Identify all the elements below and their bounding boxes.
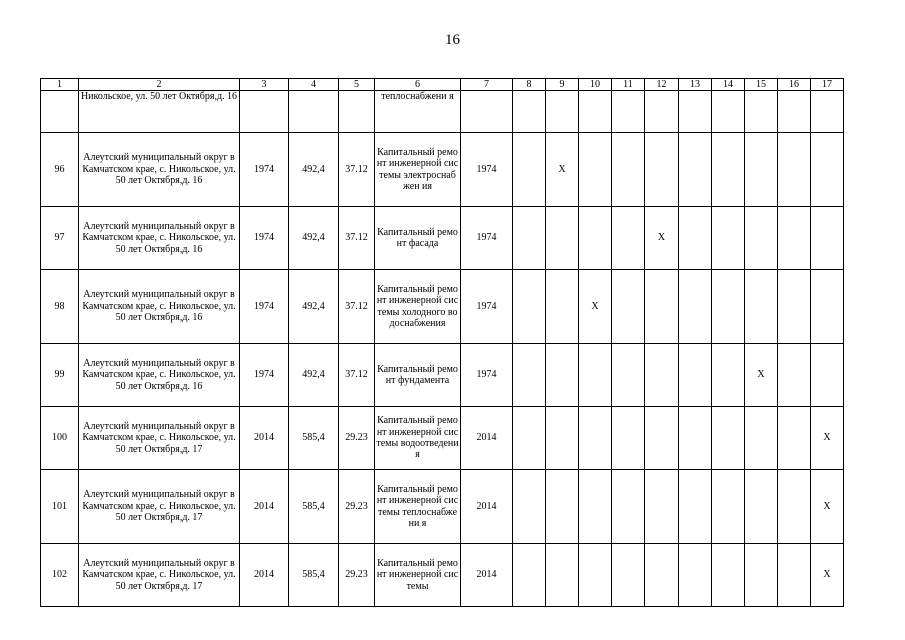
address-cell: Алеутский муниципальный округ в Камчатском крае, с. Никольское, ул. 50 лет Октября,д. 17: [79, 407, 240, 470]
year-built-cell: 2014: [240, 544, 289, 607]
wear-cell: 37.12: [339, 207, 375, 270]
year-cell: 2014: [461, 544, 513, 607]
mark-col-15: [745, 544, 778, 607]
year-built-cell: 1974: [240, 207, 289, 270]
cell-col-8: [513, 270, 546, 344]
cell-col-13: [679, 407, 712, 470]
mark-col-12: [645, 470, 679, 544]
year-built-cell: [240, 91, 289, 133]
mark-col-12: [645, 91, 679, 133]
mark-col-10: [579, 91, 612, 133]
wear-cell: 29.23: [339, 407, 375, 470]
wear-cell: 29.23: [339, 470, 375, 544]
column-header: 9: [546, 79, 579, 91]
address-cell: Алеутский муниципальный округ в Камчатском крае, с. Никольское, ул. 50 лет Октября,д. 16: [79, 270, 240, 344]
area-cell: 585,4: [289, 544, 339, 607]
cell-col-14: [712, 344, 745, 407]
column-header: 5: [339, 79, 375, 91]
mark-col-12: [645, 407, 679, 470]
column-header: 16: [778, 79, 811, 91]
mark-col-17: X: [811, 470, 844, 544]
year-built-cell: 1974: [240, 133, 289, 207]
mark-col-17: [811, 270, 844, 344]
cell-col-11: [612, 407, 645, 470]
column-header: 17: [811, 79, 844, 91]
cell-col-8: [513, 407, 546, 470]
cell-col-11: [612, 207, 645, 270]
cell-col-16: [778, 407, 811, 470]
mark-col-9: [546, 207, 579, 270]
cell-col-8: [513, 207, 546, 270]
year-built-cell: 2014: [240, 407, 289, 470]
row-number-cell: [41, 91, 79, 133]
table-row: [41, 133, 844, 207]
table-row: [41, 207, 844, 270]
wear-cell: 37.12: [339, 270, 375, 344]
area-cell: 492,4: [289, 207, 339, 270]
cell-col-11: [612, 470, 645, 544]
mark-col-10: [579, 407, 612, 470]
address-cell: Алеутский муниципальный округ в Камчатском крае, с. Никольское, ул. 50 лет Октября,д. 16: [79, 207, 240, 270]
row-number-cell: 100: [41, 407, 79, 470]
work-type-cell: Капитальный ремонт фундамента: [375, 344, 461, 407]
cell-col-14: [712, 270, 745, 344]
year-cell: 1974: [461, 207, 513, 270]
row-number-cell: 101: [41, 470, 79, 544]
mark-col-17: X: [811, 544, 844, 607]
mark-col-9: [546, 91, 579, 133]
area-cell: 492,4: [289, 344, 339, 407]
area-cell: 492,4: [289, 270, 339, 344]
column-header: 13: [679, 79, 712, 91]
cell-col-8: [513, 91, 546, 133]
cell-col-13: [679, 133, 712, 207]
year-cell: 1974: [461, 270, 513, 344]
mark-col-15: [745, 133, 778, 207]
wear-cell: 37.12: [339, 133, 375, 207]
column-header: 2: [79, 79, 240, 91]
work-type-cell: Капитальный ремонт инженерной системы холодного водоснабжения: [375, 270, 461, 344]
address-cell: Алеутский муниципальный округ в Камчатском крае, с. Никольское, ул. 50 лет Октября,д. 16: [79, 133, 240, 207]
repair-schedule-table: [40, 78, 844, 607]
cell-col-14: [712, 207, 745, 270]
address-cell: Алеутский муниципальный округ в Камчатском крае, с. Никольское, ул. 50 лет Октября,д. 17: [79, 470, 240, 544]
mark-col-10: [579, 544, 612, 607]
mark-col-17: [811, 133, 844, 207]
cell-col-11: [612, 270, 645, 344]
mark-col-9: [546, 270, 579, 344]
work-type-cell: Капитальный ремонт инженерной системы электроснабжен ия: [375, 133, 461, 207]
mark-col-15: [745, 207, 778, 270]
mark-col-17: [811, 344, 844, 407]
year-cell: 1974: [461, 133, 513, 207]
table-row: [41, 270, 844, 344]
row-number-cell: 99: [41, 344, 79, 407]
year-built-cell: 1974: [240, 270, 289, 344]
column-header: 3: [240, 79, 289, 91]
table-row: [41, 344, 844, 407]
column-header: 15: [745, 79, 778, 91]
mark-col-9: [546, 470, 579, 544]
table-row: [41, 470, 844, 544]
column-header: 11: [612, 79, 645, 91]
cell-col-16: [778, 470, 811, 544]
work-type-cell: Капитальный ремонт фасада: [375, 207, 461, 270]
mark-col-15: [745, 91, 778, 133]
page-number: 16: [445, 32, 460, 48]
cell-col-11: [612, 544, 645, 607]
mark-col-10: [579, 133, 612, 207]
mark-col-10: [579, 207, 612, 270]
mark-col-12: X: [645, 207, 679, 270]
mark-col-12: [645, 133, 679, 207]
year-cell: 2014: [461, 407, 513, 470]
cell-col-13: [679, 207, 712, 270]
column-header: 4: [289, 79, 339, 91]
table-row: [41, 91, 844, 133]
cell-col-11: [612, 344, 645, 407]
area-cell: 585,4: [289, 470, 339, 544]
mark-col-15: X: [745, 344, 778, 407]
mark-col-9: [546, 344, 579, 407]
cell-col-13: [679, 270, 712, 344]
mark-col-12: [645, 270, 679, 344]
mark-col-9: [546, 544, 579, 607]
mark-col-10: X: [579, 270, 612, 344]
row-number-cell: 96: [41, 133, 79, 207]
area-cell: [289, 91, 339, 133]
cell-col-13: [679, 544, 712, 607]
work-type-cell: Капитальный ремонт инженерной системы: [375, 544, 461, 607]
cell-col-16: [778, 544, 811, 607]
cell-col-8: [513, 133, 546, 207]
year-cell: [461, 91, 513, 133]
cell-col-16: [778, 133, 811, 207]
cell-col-8: [513, 344, 546, 407]
cell-col-14: [712, 407, 745, 470]
work-type-cell: теплоснабжени я: [375, 91, 461, 133]
mark-col-10: [579, 344, 612, 407]
cell-col-13: [679, 470, 712, 544]
address-cell: Алеутский муниципальный округ в Камчатском крае, с. Никольское, ул. 50 лет Октября,д. 17: [79, 544, 240, 607]
year-built-cell: 1974: [240, 344, 289, 407]
work-type-cell: Капитальный ремонт инженерной системы водоотведения: [375, 407, 461, 470]
address-cell: Алеутский муниципальный округ в Камчатском крае, с. Никольское, ул. 50 лет Октября,д. 16: [79, 344, 240, 407]
year-built-cell: 2014: [240, 470, 289, 544]
wear-cell: [339, 91, 375, 133]
cell-col-16: [778, 270, 811, 344]
mark-col-17: [811, 207, 844, 270]
mark-col-10: [579, 470, 612, 544]
column-header: 8: [513, 79, 546, 91]
column-header: 1: [41, 79, 79, 91]
row-number-cell: 97: [41, 207, 79, 270]
cell-col-8: [513, 470, 546, 544]
cell-col-11: [612, 133, 645, 207]
mark-col-9: X: [546, 133, 579, 207]
cell-col-14: [712, 133, 745, 207]
mark-col-12: [645, 344, 679, 407]
column-header: 6: [375, 79, 461, 91]
row-number-cell: 98: [41, 270, 79, 344]
year-cell: 2014: [461, 470, 513, 544]
cell-col-13: [679, 344, 712, 407]
mark-col-15: [745, 270, 778, 344]
cell-col-14: [712, 544, 745, 607]
mark-col-15: [745, 470, 778, 544]
column-header: 10: [579, 79, 612, 91]
area-cell: 585,4: [289, 407, 339, 470]
cell-col-11: [612, 91, 645, 133]
wear-cell: 37.12: [339, 344, 375, 407]
table-row: [41, 407, 844, 470]
column-header: 7: [461, 79, 513, 91]
year-cell: 1974: [461, 344, 513, 407]
column-header: 14: [712, 79, 745, 91]
row-number-cell: 102: [41, 544, 79, 607]
mark-col-12: [645, 544, 679, 607]
cell-col-13: [679, 91, 712, 133]
cell-col-14: [712, 470, 745, 544]
wear-cell: 29.23: [339, 544, 375, 607]
table-row: [41, 544, 844, 607]
mark-col-17: [811, 91, 844, 133]
column-number-row: [41, 79, 844, 91]
address-cell: Никольское, ул. 50 лет Октября,д. 16: [79, 91, 240, 133]
mark-col-9: [546, 407, 579, 470]
cell-col-16: [778, 207, 811, 270]
mark-col-17: X: [811, 407, 844, 470]
work-type-cell: Капитальный ремонт инженерной системы теплоснабжени я: [375, 470, 461, 544]
mark-col-15: [745, 407, 778, 470]
cell-col-14: [712, 91, 745, 133]
area-cell: 492,4: [289, 133, 339, 207]
cell-col-8: [513, 544, 546, 607]
cell-col-16: [778, 91, 811, 133]
cell-col-16: [778, 344, 811, 407]
column-header: 12: [645, 79, 679, 91]
